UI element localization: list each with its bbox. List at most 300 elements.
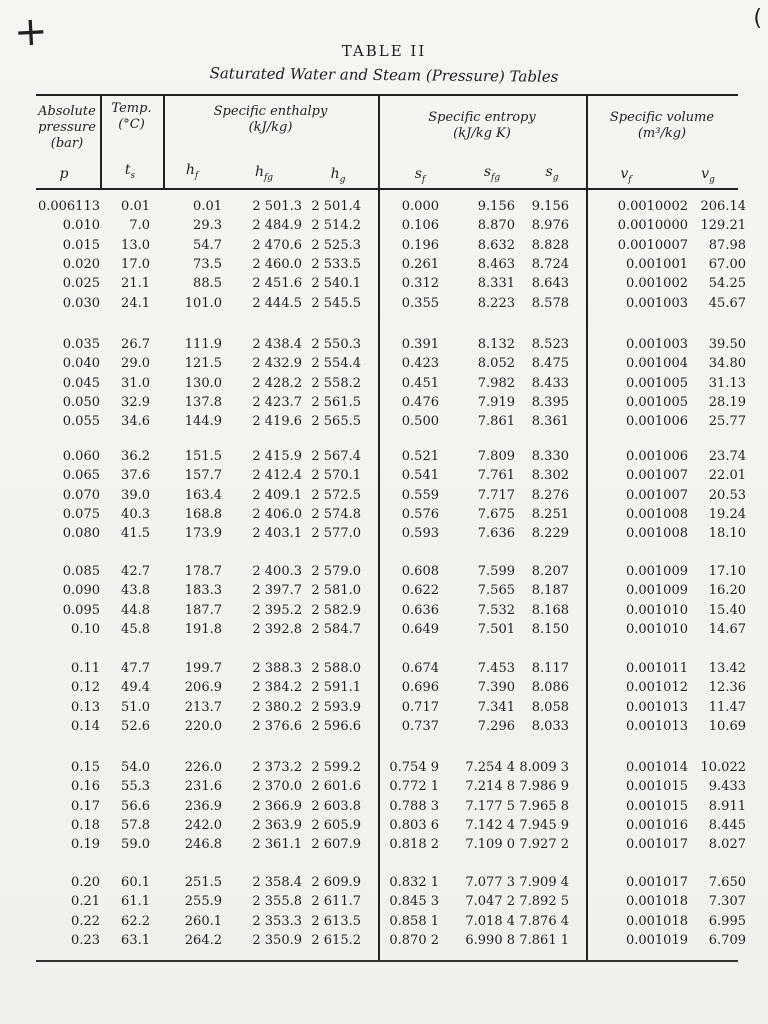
cell-sf: 0.451 [401,375,439,391]
cell-temp: 24.1 [121,295,150,311]
cell-temp: 45.8 [121,621,150,637]
cell-vg: 6.995 [708,913,746,929]
cell-hg: 2 550.3 [311,337,361,352]
cell-vg: 14.67 [708,621,746,637]
cell-hfg: 2 397.7 [252,583,302,599]
cell-hfg: 2 432.9 [252,356,302,372]
cell-pressure: 0.095 [62,602,100,618]
cell-hf: 231.6 [184,779,222,795]
cell-hg: 2 570.1 [311,468,361,484]
table-subtitle: Saturated Water and Steam (Pressure) Tables [209,64,559,86]
cell-vg: 28.19 [708,394,746,410]
cell-temp: 41.5 [121,526,150,542]
cell-hfg: 2 380.2 [252,699,302,715]
cell-pressure: 0.22 [71,913,100,929]
cell-sg: 8.251 [531,506,569,522]
cell-hfg: 2 428.2 [252,375,302,391]
cell-hfg: 2 470.6 [252,237,302,253]
cell-vf: 0.001007 [625,487,688,503]
cell-sf: 0.622 [401,583,439,599]
cell-pressure: 0.13 [71,699,100,715]
cell-hg: 2 545.5 [311,295,361,311]
header-specific-enthalpy-unit: (kJ/kg) [248,120,293,135]
cell-sfg: 7.047 2 [465,894,515,910]
cell-sf: 0.788 3 [389,798,439,814]
cell-hfg: 2 406.0 [252,506,302,522]
header-absolute-pressure-line1: Absolute [38,104,96,119]
cell-vf: 0.001003 [625,337,688,352]
cell-hg: 2 561.5 [311,394,361,410]
cell-hfg: 2 363.9 [252,817,302,833]
cell-sf: 0.261 [401,256,439,272]
cell-sg: 7.965 8 [519,798,569,814]
cell-sfg: 7.982 [477,375,515,391]
cell-vf: 0.001018 [625,894,688,910]
cell-hg: 2 609.9 [311,875,361,890]
cell-temp: 43.8 [121,583,150,599]
cell-sf: 0.521 [401,449,439,464]
symbol-vg-main: v [701,166,710,182]
cell-sg: 7.945 9 [519,817,569,833]
cell-hfg: 2 412.4 [252,468,302,484]
cell-hg: 2 596.6 [311,718,361,734]
cell-sf: 0.576 [401,506,439,522]
cell-hg: 2 611.7 [311,894,361,910]
cell-sf: 0.754 9 [389,760,439,775]
cell-pressure: 0.19 [71,837,100,853]
cell-hfg: 2 409.1 [252,487,302,503]
cell-sg: 8.086 [531,680,569,696]
cell-hf: 54.7 [193,237,222,253]
cell-temp: 39.0 [121,487,150,503]
cell-hfg: 2 400.3 [252,564,302,579]
cell-vg: 87.98 [708,237,746,253]
cell-vf: 0.001010 [625,602,688,618]
cell-vf: 0.001006 [625,414,688,430]
cell-hfg: 2 370.0 [252,779,302,795]
cell-sg: 7.892 5 [519,894,569,910]
cell-sfg: 7.254 4 [465,760,515,775]
cell-hg: 2 582.9 [311,602,361,618]
cell-temp: 17.0 [121,256,150,272]
cell-sf: 0.772 1 [389,779,439,795]
cell-temp: 52.6 [121,718,150,734]
cell-hf: 121.5 [184,356,222,372]
cell-vf: 0.001012 [625,680,688,696]
cell-pressure: 0.070 [62,487,100,503]
cell-hf: 137.8 [184,394,222,410]
cell-sfg: 8.132 [477,337,515,352]
cell-hfg: 2 388.3 [252,661,302,676]
cell-pressure: 0.035 [62,337,100,352]
cell-vf: 0.001008 [625,506,688,522]
cell-sf: 0.106 [401,218,439,234]
cell-vg: 129.21 [700,218,746,234]
cell-vf: 0.001014 [625,760,688,775]
cell-sfg: 8.632 [477,237,515,253]
symbol-vf-sub: f [628,174,632,185]
cell-hg: 2 514.2 [311,218,361,234]
cell-sg: 8.643 [531,276,569,292]
header-specific-entropy-line1: Specific entropy [428,110,536,125]
symbol-hg-sub: g [339,174,346,185]
cell-hfg: 2 358.4 [252,875,302,890]
cell-pressure: 0.11 [71,661,100,676]
cell-vg: 7.307 [708,894,746,910]
cell-sfg: 7.018 4 [465,913,515,929]
cell-hf: 88.5 [193,276,222,292]
cell-temp: 61.1 [121,894,150,910]
cell-pressure: 0.075 [62,506,100,522]
cell-temp: 55.3 [121,779,150,795]
cell-sg: 8.207 [531,564,569,579]
cell-sfg: 6.990 8 [465,932,515,948]
cell-hf: 151.5 [184,449,222,464]
cell-hf: 163.4 [184,487,222,503]
cell-hg: 2 581.0 [311,583,361,599]
cell-pressure: 0.16 [71,779,100,795]
cell-vg: 19.24 [708,506,746,522]
cell-sf: 0.541 [401,468,439,484]
cell-vf: 0.0010000 [617,218,688,234]
cell-hfg: 2 350.9 [252,932,302,948]
cell-hg: 2 525.3 [311,237,361,253]
cell-hg: 2 501.4 [311,199,361,214]
cell-hf: 206.9 [184,680,222,696]
header-temperature-unit: (°C) [118,117,145,132]
cell-vg: 45.67 [708,295,746,311]
cell-sfg: 7.109 0 [465,837,515,853]
symbol-sg-main: s [545,164,553,180]
cell-sf: 0.845 3 [389,894,439,910]
cell-vg: 10.69 [708,718,746,734]
cell-sfg: 8.223 [477,295,515,311]
cell-pressure: 0.006113 [37,199,100,214]
cell-vf: 0.001002 [625,276,688,292]
cell-vf: 0.001003 [625,295,688,311]
cell-vf: 0.001006 [625,449,688,464]
cell-vf: 0.001008 [625,526,688,542]
cell-hfg: 2 460.0 [252,256,302,272]
cell-sg: 8.168 [531,602,569,618]
cell-vf: 0.001009 [625,583,688,599]
cell-hg: 2 567.4 [311,449,361,464]
cell-sf: 0.717 [401,699,439,715]
cell-pressure: 0.045 [62,375,100,391]
cell-vf: 0.001015 [625,798,688,814]
cell-hf: 264.2 [184,932,222,948]
cell-pressure: 0.17 [71,798,100,814]
cell-hg: 2 599.2 [311,760,361,775]
cell-hf: 29.3 [193,218,222,234]
cell-vg: 6.709 [708,932,746,948]
symbol-sfg-sub: fg [491,172,501,183]
cell-vf: 0.001005 [625,394,688,410]
cell-pressure: 0.23 [71,932,100,948]
cell-hg: 2 601.6 [311,779,361,795]
cell-temp: 60.1 [121,875,150,890]
handwritten-margin-mark: + [12,8,49,56]
cell-sg: 8.828 [531,237,569,253]
cell-sf: 0.593 [401,526,439,542]
cell-hg: 2 584.7 [311,621,361,637]
cell-temp: 0.01 [121,199,150,214]
cell-sfg: 7.761 [477,468,515,484]
symbol-sg-sub: g [552,172,559,183]
cell-sf: 0.559 [401,487,439,503]
symbol-ts-main: t [124,162,131,178]
cell-hf: 157.7 [184,468,222,484]
cell-temp: 36.2 [121,449,150,464]
cell-hg: 2 605.9 [311,817,361,833]
cell-hf: 242.0 [184,817,222,833]
cell-sfg: 7.341 [477,699,515,715]
cell-hfg: 2 501.3 [252,199,302,214]
cell-hf: 191.8 [184,621,222,637]
cell-sg: 8.150 [531,621,569,637]
cell-vf: 0.001015 [625,779,688,795]
cell-vf: 0.0010002 [617,199,688,214]
cell-sfg: 8.463 [477,256,515,272]
cell-hf: 130.0 [184,375,222,391]
cell-vg: 17.10 [708,564,746,579]
cell-hf: 144.9 [184,414,222,430]
cell-sfg: 7.390 [477,680,515,696]
symbol-sf-sub: f [421,174,426,185]
cell-temp: 26.7 [121,337,150,352]
cell-pressure: 0.050 [62,394,100,410]
cell-hf: 246.8 [184,837,222,853]
cell-vf: 0.001007 [625,468,688,484]
cell-temp: 63.1 [121,932,150,948]
cell-sg: 9.156 [531,199,569,214]
cell-hg: 2 591.1 [311,680,361,696]
cell-vf: 0.001009 [625,564,688,579]
cell-hg: 2 588.0 [311,661,361,676]
cell-sfg: 7.636 [477,526,515,542]
cell-temp: 21.1 [121,276,150,292]
cell-sf: 0.674 [401,661,439,676]
cell-sfg: 9.156 [477,199,515,214]
cell-hg: 2 554.4 [311,356,361,372]
cell-pressure: 0.12 [71,680,100,696]
cell-sg: 8.302 [531,468,569,484]
cell-sfg: 8.331 [477,276,515,292]
cell-sg: 8.330 [531,449,569,464]
cell-hf: 0.01 [193,199,222,214]
cell-sg: 8.117 [531,661,569,676]
cell-vf: 0.001019 [625,932,688,948]
cell-sg: 8.033 [531,718,569,734]
symbol-hfg-main: h [254,164,264,180]
cell-vg: 22.01 [708,468,746,484]
symbol-ts-sub: s [130,170,136,181]
cell-temp: 34.6 [121,414,150,430]
cell-sf: 0.737 [401,718,439,734]
cell-temp: 37.6 [121,468,150,484]
cell-hg: 2 577.0 [311,526,361,542]
cell-pressure: 0.14 [71,718,100,734]
cell-sfg: 7.532 [477,602,515,618]
cell-sfg: 7.296 [477,718,515,734]
cell-sg: 8.009 3 [519,760,569,775]
cell-vg: 10.022 [700,760,746,775]
cell-vg: 23.74 [708,449,746,464]
cell-sg: 7.986 9 [519,779,569,795]
cell-sfg: 8.052 [477,356,515,372]
cell-pressure: 0.030 [62,295,100,311]
cell-sfg: 7.861 [477,414,515,430]
cell-hfg: 2 395.2 [252,602,302,618]
symbol-sfg-main: s [483,164,492,180]
cell-sfg: 7.077 3 [465,875,515,890]
cell-sf: 0.649 [401,621,439,637]
cell-temp: 31.0 [121,375,150,391]
cell-vf: 0.001013 [625,699,688,715]
cell-sg: 8.276 [531,487,569,503]
cell-hfg: 2 451.6 [252,276,302,292]
cell-hg: 2 533.5 [311,256,361,272]
cell-vg: 25.77 [708,414,746,430]
symbol-vf-main: v [620,166,629,182]
cell-sg: 8.229 [531,526,569,542]
symbol-hg-main: h [330,166,340,182]
cell-hg: 2 603.8 [311,798,361,814]
cell-hf: 236.9 [184,798,222,814]
symbol-sf-main: s [414,166,422,182]
cell-vg: 15.40 [708,602,746,618]
cell-sfg: 7.501 [477,621,515,637]
symbol-hfg-sub: fg [263,172,274,183]
cell-hfg: 2 361.1 [252,837,302,853]
cell-sg: 8.361 [531,414,569,430]
cell-vg: 8.445 [708,817,746,833]
cell-sf: 0.608 [401,564,439,579]
cell-vg: 206.14 [700,199,746,214]
cell-hfg: 2 353.3 [252,913,302,929]
cell-pressure: 0.060 [62,449,100,464]
cell-hg: 2 572.5 [311,487,361,503]
cell-hf: 260.1 [184,913,222,929]
cell-sfg: 7.214 8 [465,779,515,795]
cell-vf: 0.001016 [625,817,688,833]
cell-vf: 0.001005 [625,375,688,391]
cell-sg: 8.523 [531,337,569,352]
cell-temp: 49.4 [121,680,150,696]
cell-vf: 0.001011 [625,661,688,676]
cell-temp: 47.7 [121,661,150,676]
cell-hfg: 2 419.6 [252,414,302,430]
cell-hg: 2 613.5 [311,913,361,929]
cell-sf: 0.500 [401,414,439,430]
cell-sfg: 7.599 [477,564,515,579]
cell-sg: 7.861 1 [519,932,569,948]
cell-temp: 62.2 [121,913,150,929]
cell-hf: 220.0 [184,718,222,734]
cell-vf: 0.001017 [625,875,688,890]
cell-hfg: 2 366.9 [252,798,302,814]
header-absolute-pressure-unit: (bar) [50,136,84,151]
cell-sfg: 7.717 [477,487,515,503]
symbol-hf-main: h [185,162,195,178]
cell-temp: 29.0 [121,356,150,372]
cell-pressure: 0.065 [62,468,100,484]
cell-vf: 0.001004 [625,356,688,372]
cell-vf: 0.001018 [625,913,688,929]
cell-pressure: 0.10 [71,621,100,637]
cell-sg: 8.724 [531,256,569,272]
cell-pressure: 0.055 [62,414,100,430]
header-temperature-line1: Temp. [111,101,152,116]
cell-hg: 2 565.5 [311,414,361,430]
cell-temp: 51.0 [121,699,150,715]
cell-sf: 0.696 [401,680,439,696]
cell-vf: 0.001010 [625,621,688,637]
header-absolute-pressure-line2: pressure [38,120,96,135]
cell-pressure: 0.20 [71,875,100,890]
cell-vg: 16.20 [708,583,746,599]
cell-hfg: 2 438.4 [252,337,302,352]
cell-sg: 7.909 4 [519,875,569,890]
cell-sfg: 7.453 [477,661,515,676]
cell-pressure: 0.15 [71,760,100,775]
cell-hg: 2 615.2 [311,932,361,948]
cell-hf: 168.8 [184,506,222,522]
cell-vf: 0.001013 [625,718,688,734]
cell-sf: 0.858 1 [389,913,439,929]
cell-pressure: 0.025 [62,276,100,292]
cell-temp: 13.0 [121,237,150,253]
cell-sf: 0.196 [401,237,439,253]
cell-hg: 2 579.0 [311,564,361,579]
cell-sf: 0.391 [401,337,439,352]
cell-temp: 54.0 [121,760,150,775]
cell-hf: 187.7 [184,602,222,618]
cell-sg: 8.395 [531,394,569,410]
cell-pressure: 0.18 [71,817,100,833]
header-specific-enthalpy-line1: Specific enthalpy [213,104,328,119]
cell-vg: 34.80 [708,356,746,372]
cell-sf: 0.476 [401,394,439,410]
cell-sf: 0.832 1 [389,875,439,890]
cell-sfg: 7.675 [477,506,515,522]
cell-pressure: 0.090 [62,583,100,599]
cell-hfg: 2 373.2 [252,760,302,775]
cell-temp: 57.8 [121,817,150,833]
cell-hfg: 2 392.8 [252,621,302,637]
cell-pressure: 0.020 [62,256,100,272]
cell-pressure: 0.040 [62,356,100,372]
cell-temp: 7.0 [129,218,150,234]
cell-hfg: 2 403.1 [252,526,302,542]
edge-mark: ( [753,6,762,31]
cell-hf: 111.9 [184,337,222,352]
header-specific-volume-unit: (m³/kg) [637,126,687,141]
header-specific-volume-line1: Specific volume [609,110,715,125]
cell-vg: 12.36 [708,680,746,696]
cell-sf: 0.818 2 [389,837,439,853]
cell-sg: 7.876 4 [519,913,569,929]
cell-vg: 9.433 [708,779,746,795]
cell-temp: 42.7 [121,564,150,579]
cell-hf: 178.7 [184,564,222,579]
cell-hfg: 2 384.2 [252,680,302,696]
cell-sf: 0.355 [401,295,439,311]
cell-sg: 8.475 [531,356,569,372]
cell-vg: 11.47 [708,699,746,715]
cell-sfg: 8.870 [477,218,515,234]
cell-vf: 0.0010007 [617,237,688,253]
